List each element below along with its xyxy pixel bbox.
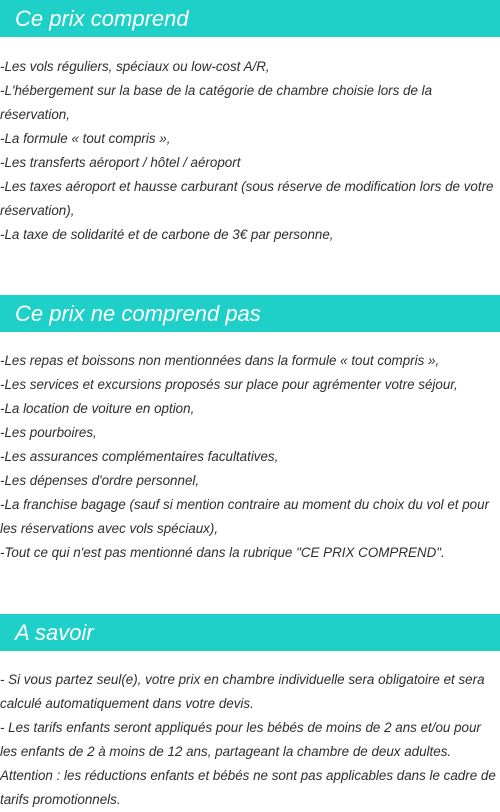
list-item: -L'hébergement sur la base de la catégorie de chambre choisie lors de la réservation,	[0, 83, 433, 122]
section-title: Ce prix comprend	[15, 6, 189, 31]
list-item: Attention : les réductions enfants et bébés ne sont pas applicables dans le cadre de tarifs promotionnels.	[0, 768, 496, 807]
list-item: -Les transferts aéroport / hôtel / aéroport	[0, 155, 241, 170]
section-header-price-excludes	[0, 295, 500, 332]
section-body-price-includes	[0, 55, 498, 247]
section-title: A savoir	[15, 620, 94, 645]
section-title: Ce prix ne comprend pas	[15, 301, 261, 326]
list-item: -La taxe de solidarité et de carbone de 3€ par personne,	[0, 227, 334, 242]
list-item: -La formule « tout compris »,	[0, 131, 171, 146]
list-item: -Tout ce qui n'est pas mentionné dans la rubrique "CE PRIX COMPREND".	[0, 545, 445, 560]
list-item: -Les taxes aéroport et hausse carburant (sous réserve de modification lors de votre réservation),	[0, 179, 494, 218]
list-item: -Les pourboires,	[0, 425, 97, 440]
list-item: -Les dépenses d'ordre personnel,	[0, 473, 200, 488]
section-body-good-to-know	[0, 668, 498, 812]
list-item: -Les vols réguliers, spéciaux ou low-cost A/R,	[0, 59, 270, 74]
section-header-price-includes	[0, 0, 500, 37]
list-item: -La franchise bagage (sauf si mention contraire au moment du choix du vol et pour les réservations avec vols spéciaux),	[0, 497, 490, 536]
section-header-good-to-know	[0, 614, 500, 651]
list-item: -Les assurances complémentaires facultatives,	[0, 449, 279, 464]
list-item: -La location de voiture en option,	[0, 401, 195, 416]
list-item: - Si vous partez seul(e), votre prix en chambre individuelle sera obligatoire et sera calculé automatiquement dans votre devis.	[0, 672, 485, 711]
section-body-price-excludes	[0, 349, 498, 565]
list-item: -Les repas et boissons non mentionnées dans la formule « tout compris »,	[0, 353, 440, 368]
list-item: - Les tarifs enfants seront appliqués pour les bébés de moins de 2 ans et/ou pour les enfants de 2 à moins de 12 ans, partageant la chambre de deux adultes.	[0, 720, 481, 759]
list-item: -Les services et excursions proposés sur place pour agrémenter votre séjour,	[0, 377, 458, 392]
